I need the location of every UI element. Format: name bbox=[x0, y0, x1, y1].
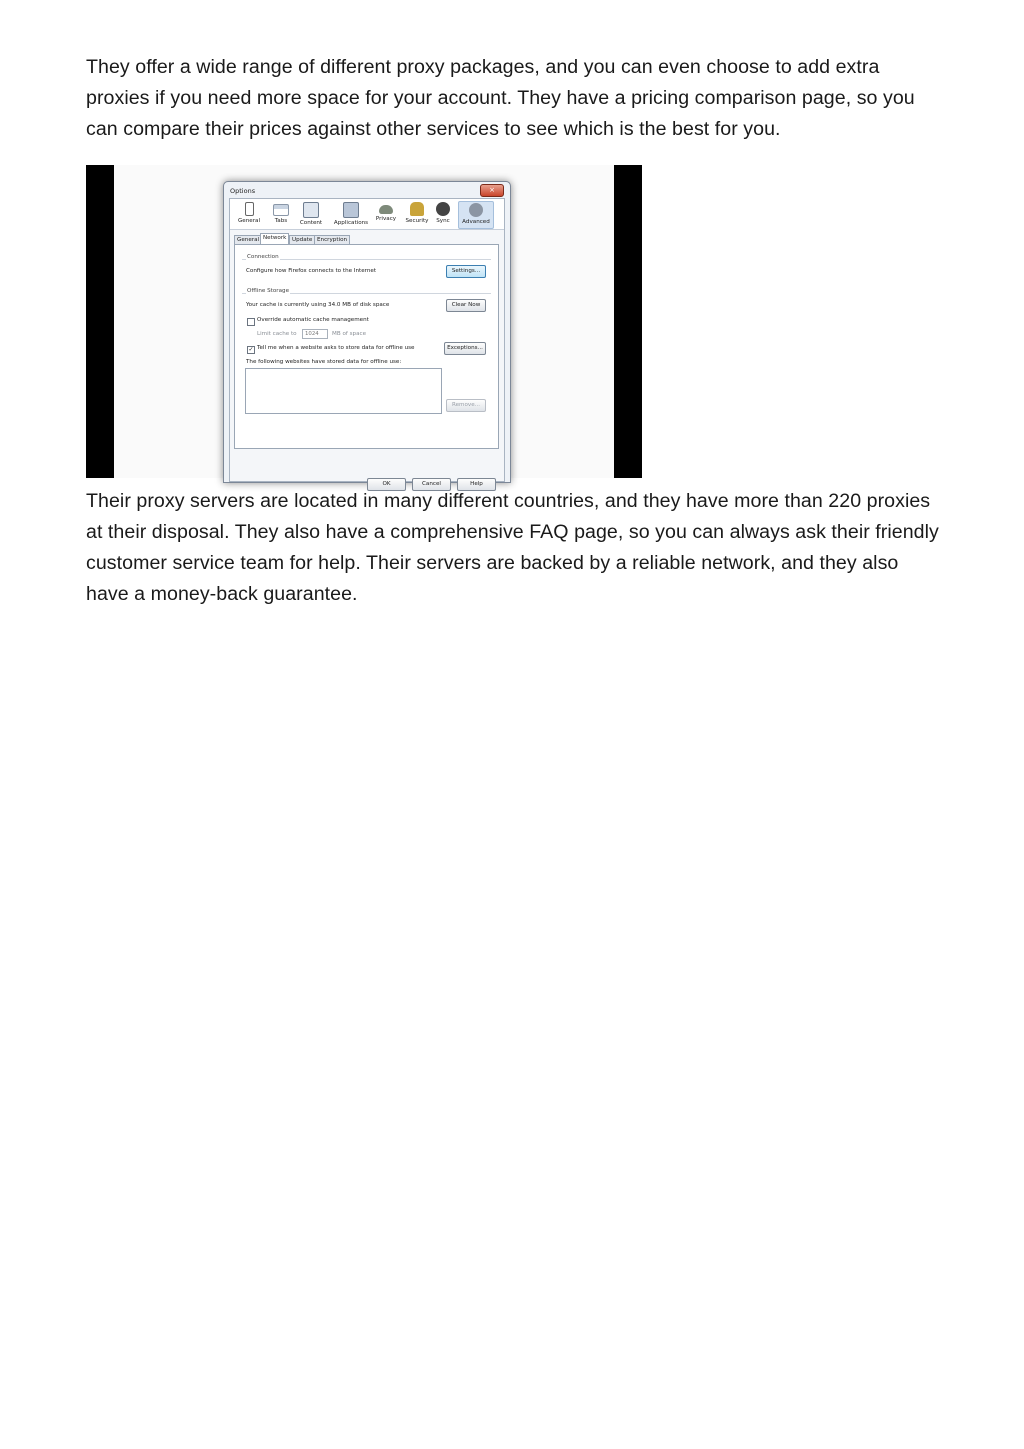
tell-me-checkbox[interactable]: ✓ bbox=[248, 346, 254, 353]
article-paragraph-2: Their proxy servers are located in many different countries, and they have more than 220 proxies at their disposal. They also have a comprehensive FAQ page, so you can always ask their friendly customer service team for help. Their servers are backed by a reliable network, and they also have a money-back guarantee. bbox=[86, 490, 939, 605]
tab-general[interactable]: General bbox=[234, 235, 262, 244]
tabs-icon bbox=[273, 204, 289, 216]
tab-encryption[interactable]: Encryption bbox=[314, 235, 350, 244]
options-dialog bbox=[223, 181, 511, 487]
toolbar-label: Content bbox=[299, 220, 323, 226]
connection-legend: Connection bbox=[247, 254, 279, 260]
tab-update[interactable]: Update bbox=[289, 235, 315, 244]
toolbar-content[interactable] bbox=[294, 201, 328, 227]
toolbar-tabs[interactable] bbox=[264, 201, 298, 227]
remove-button[interactable]: Remove... bbox=[446, 399, 486, 412]
override-cache-checkbox[interactable] bbox=[247, 318, 255, 326]
toolbar-label: Privacy bbox=[375, 216, 397, 222]
override-cache-label: Override automatic cache management bbox=[257, 317, 369, 323]
offline-sites-list[interactable] bbox=[245, 368, 442, 414]
advanced-icon bbox=[469, 203, 483, 217]
toolbar-label: Security bbox=[405, 218, 429, 224]
toolbar-sync[interactable] bbox=[429, 201, 457, 227]
toolbar-privacy[interactable] bbox=[369, 201, 403, 227]
help-button[interactable]: Help bbox=[457, 478, 496, 491]
options-toolbar bbox=[230, 199, 504, 230]
toolbar-advanced[interactable] bbox=[458, 201, 494, 229]
toolbar-label: Sync bbox=[436, 218, 450, 224]
toolbar-label: Applications bbox=[333, 220, 369, 226]
sync-icon bbox=[436, 202, 450, 216]
ok-button[interactable]: OK bbox=[367, 478, 406, 491]
exceptions-button[interactable]: Exceptions... bbox=[444, 342, 486, 355]
clear-now-button[interactable]: Clear Now bbox=[446, 299, 486, 312]
toolbar-label: Advanced bbox=[462, 219, 490, 225]
toolbar-label: General bbox=[237, 218, 261, 224]
settings-button[interactable]: Settings... bbox=[446, 265, 486, 278]
article-paragraph-1: They offer a wide range of different proxy packages, and you can even choose to add extra proxies if you need more space for your account. They have a pricing comparison page, so you can compare their prices against other services to see which is the best for you. bbox=[86, 56, 915, 140]
letterbox-bar-right bbox=[614, 165, 642, 478]
firefox-options-screenshot bbox=[86, 165, 642, 487]
privacy-icon bbox=[379, 205, 393, 214]
limit-cache-input[interactable]: 1024 bbox=[302, 329, 328, 339]
limit-cache-unit: MB of space bbox=[332, 331, 367, 337]
stored-data-label: The following websites have stored data for offline use: bbox=[246, 359, 402, 365]
close-icon[interactable]: × bbox=[480, 184, 504, 197]
network-panel bbox=[234, 244, 499, 449]
dialog-client-area bbox=[229, 198, 505, 487]
connection-description: Configure how Firefox connects to the Internet bbox=[246, 268, 377, 274]
cancel-button[interactable]: Cancel bbox=[412, 478, 451, 491]
cache-usage-text: Your cache is currently using 34.0 MB of disk space bbox=[246, 302, 390, 308]
security-icon bbox=[410, 202, 424, 216]
dialog-title: Options bbox=[230, 187, 256, 195]
content-icon bbox=[303, 202, 319, 218]
tell-me-label: Tell me when a website asks to store data for offline use bbox=[257, 345, 415, 351]
toolbar-general[interactable] bbox=[232, 201, 266, 227]
general-icon bbox=[245, 202, 254, 216]
offline-storage-legend: Offline Storage bbox=[247, 288, 290, 294]
applications-icon bbox=[343, 202, 359, 218]
toolbar-applications[interactable] bbox=[331, 201, 371, 227]
letterbox-bar-left bbox=[86, 165, 114, 478]
toolbar-label: Tabs bbox=[274, 218, 288, 224]
tab-network[interactable]: Network bbox=[260, 233, 289, 244]
limit-cache-label: Limit cache to bbox=[257, 331, 297, 337]
